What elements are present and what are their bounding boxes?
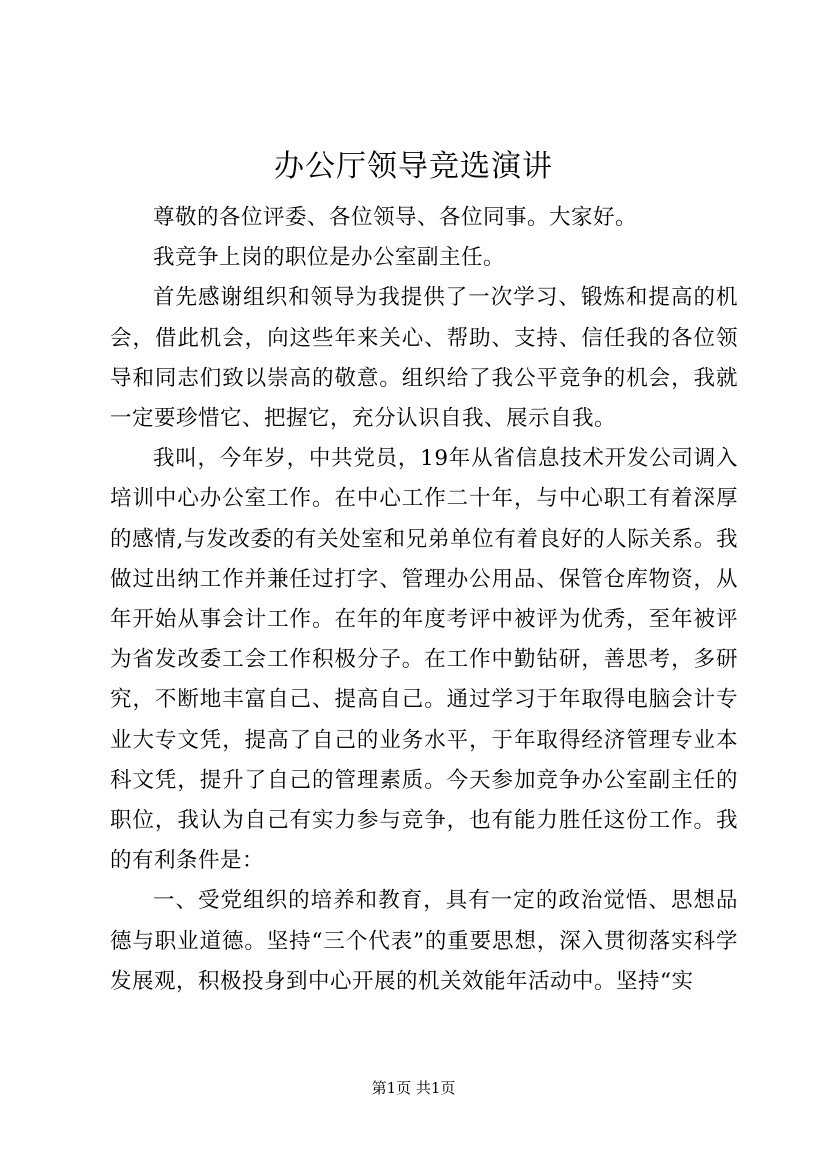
page-number-footer: 第1页 共1页 xyxy=(371,1079,456,1097)
paragraph-condition-one: 一、受党组织的培养和教育，具有一定的政治觉悟、思想品德与职业道德。坚持“三个代表”的重要思想，深入贯彻落实科学发展观，积极投身到中心开展的机关效能年活动中。坚持“实 xyxy=(110,888,738,994)
paragraph-self-introduction: 我叫，今年岁，中共党员，19年从省信息技术开发公司调入培训中心办公室工作。在中心工作二十年，与中心职工有着深厚的感情,与发改委的有关处室和兄弟单位有着良好的人际关系。我做过出纳工作并兼任过打字、管理办公用品、保管仓库物资，从年开始从事会计工作。在年的年度考评中被评为优秀，至年被评为省发改委工会工作积极分子。在工作中勤钻研，善思考，多研究，不断地丰富自己、提高自己。通过学习于年取得电脑会计专业大专文凭，提高了自己的业务水平，于年取得经济管理专业本科文凭，提升了自己的管理素质。今天参加竞争办公室副主任的职位，我认为自己有实力参与竞争，也有能力胜任这份工作。我的有利条件是： xyxy=(110,446,738,874)
paragraph-thanks: 首先感谢组织和领导为我提供了一次学习、锻炼和提高的机会，借此机会，向这些年来关心、帮助、支持、信任我的各位领导和同志们致以崇高的敬意。组织给了我公平竞争的机会，我就一定要珍惜它、把握它，充分认识自我、展示自我。 xyxy=(110,285,738,432)
paragraph-position: 我竞争上岗的职位是办公室副主任。 xyxy=(153,245,506,271)
document-title: 办公厅领导竞选演讲 xyxy=(274,149,553,184)
document-body xyxy=(110,198,738,1002)
paragraph-greeting: 尊敬的各位评委、各位领导、各位同事。大家好。 xyxy=(153,205,638,230)
